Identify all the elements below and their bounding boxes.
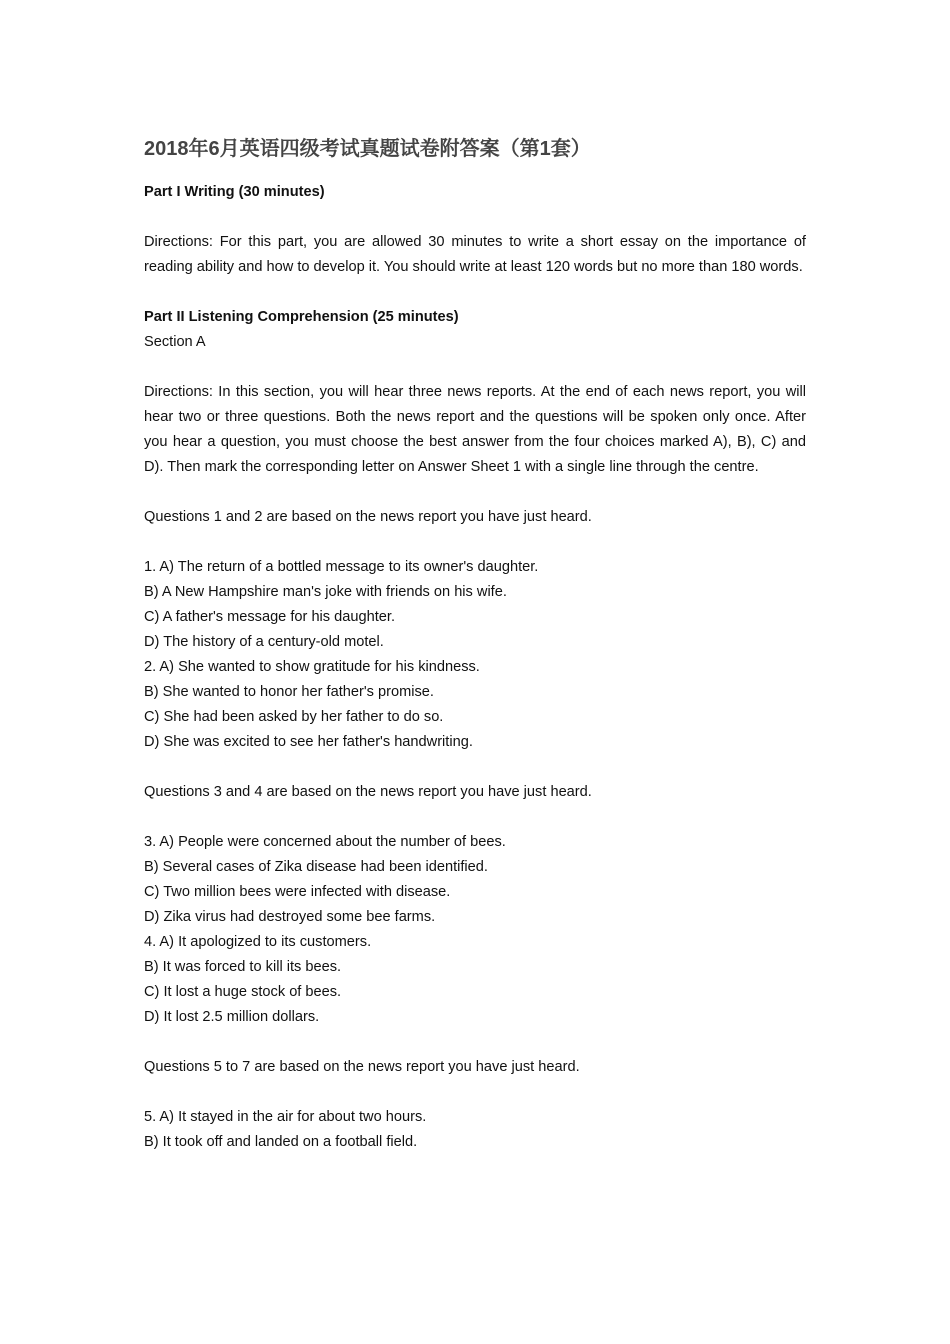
- spacer: [144, 355, 806, 380]
- question-group-intro: Questions 5 to 7 are based on the news report you have just heard.: [144, 1059, 580, 1075]
- answer-option: 2. A) She wanted to show gratitude for his kindness.: [144, 659, 480, 675]
- spacer: [144, 755, 806, 780]
- answer-option: 1. A) The return of a bottled message to its owner's daughter.: [144, 559, 539, 575]
- spacer: [144, 530, 806, 555]
- answer-option: D) Zika virus had destroyed some bee farms.: [144, 909, 436, 925]
- answer-option: 4. A) It apologized to its customers.: [144, 934, 372, 950]
- answer-option: D) The history of a century-old motel.: [144, 634, 384, 650]
- answer-option: C) It lost a huge stock of bees.: [144, 984, 342, 1000]
- document-title: 2018年6月英语四级考试真题试卷附答案（第1套）: [144, 138, 591, 160]
- spacer: [144, 205, 806, 230]
- spacer: [144, 280, 806, 305]
- spacer: [144, 480, 806, 505]
- answer-option: B) It was forced to kill its bees.: [144, 959, 342, 975]
- answer-option: B) Several cases of Zika disease had been identified.: [144, 859, 488, 875]
- answer-option: C) She had been asked by her father to do so.: [144, 709, 444, 725]
- document-page: [144, 134, 806, 1155]
- question-group-intro: Questions 3 and 4 are based on the news report you have just heard.: [144, 784, 592, 800]
- answer-option: 5. A) It stayed in the air for about two hours.: [144, 1109, 427, 1125]
- answer-option: D) It lost 2.5 million dollars.: [144, 1009, 320, 1025]
- part2-heading: Part II Listening Comprehension (25 minutes): [144, 309, 459, 325]
- part1-directions: Directions: For this part, you are allowed 30 minutes to write a short essay on the importance of reading ability and how to develop it. You should write at least 120 words but no more than 180 words.: [144, 234, 806, 275]
- answer-option: B) She wanted to honor her father's promise.: [144, 684, 434, 700]
- answer-option: B) A New Hampshire man's joke with friends on his wife.: [144, 584, 507, 600]
- part2-directions: Directions: In this section, you will hear three news reports. At the end of each news report, you will hear two or three questions. Both the news report and the questions will be spoken only once. After you hear a question, you must choose the best answer from the four choices marked A), B), C) and D). Then mark the corresponding letter on Answer Sheet 1 with a single line through the centre.: [144, 384, 806, 475]
- spacer: [144, 1080, 806, 1105]
- spacer: [144, 1030, 806, 1055]
- answer-option: C) Two million bees were infected with disease.: [144, 884, 451, 900]
- answer-option: B) It took off and landed on a football field.: [144, 1134, 418, 1150]
- answer-option: 3. A) People were concerned about the number of bees.: [144, 834, 506, 850]
- section-label: Section A: [144, 334, 206, 350]
- part1-heading: Part I Writing (30 minutes): [144, 184, 325, 200]
- answer-option: D) She was excited to see her father's handwriting.: [144, 734, 473, 750]
- spacer: [144, 805, 806, 830]
- question-group-intro: Questions 1 and 2 are based on the news report you have just heard.: [144, 509, 592, 525]
- answer-option: C) A father's message for his daughter.: [144, 609, 396, 625]
